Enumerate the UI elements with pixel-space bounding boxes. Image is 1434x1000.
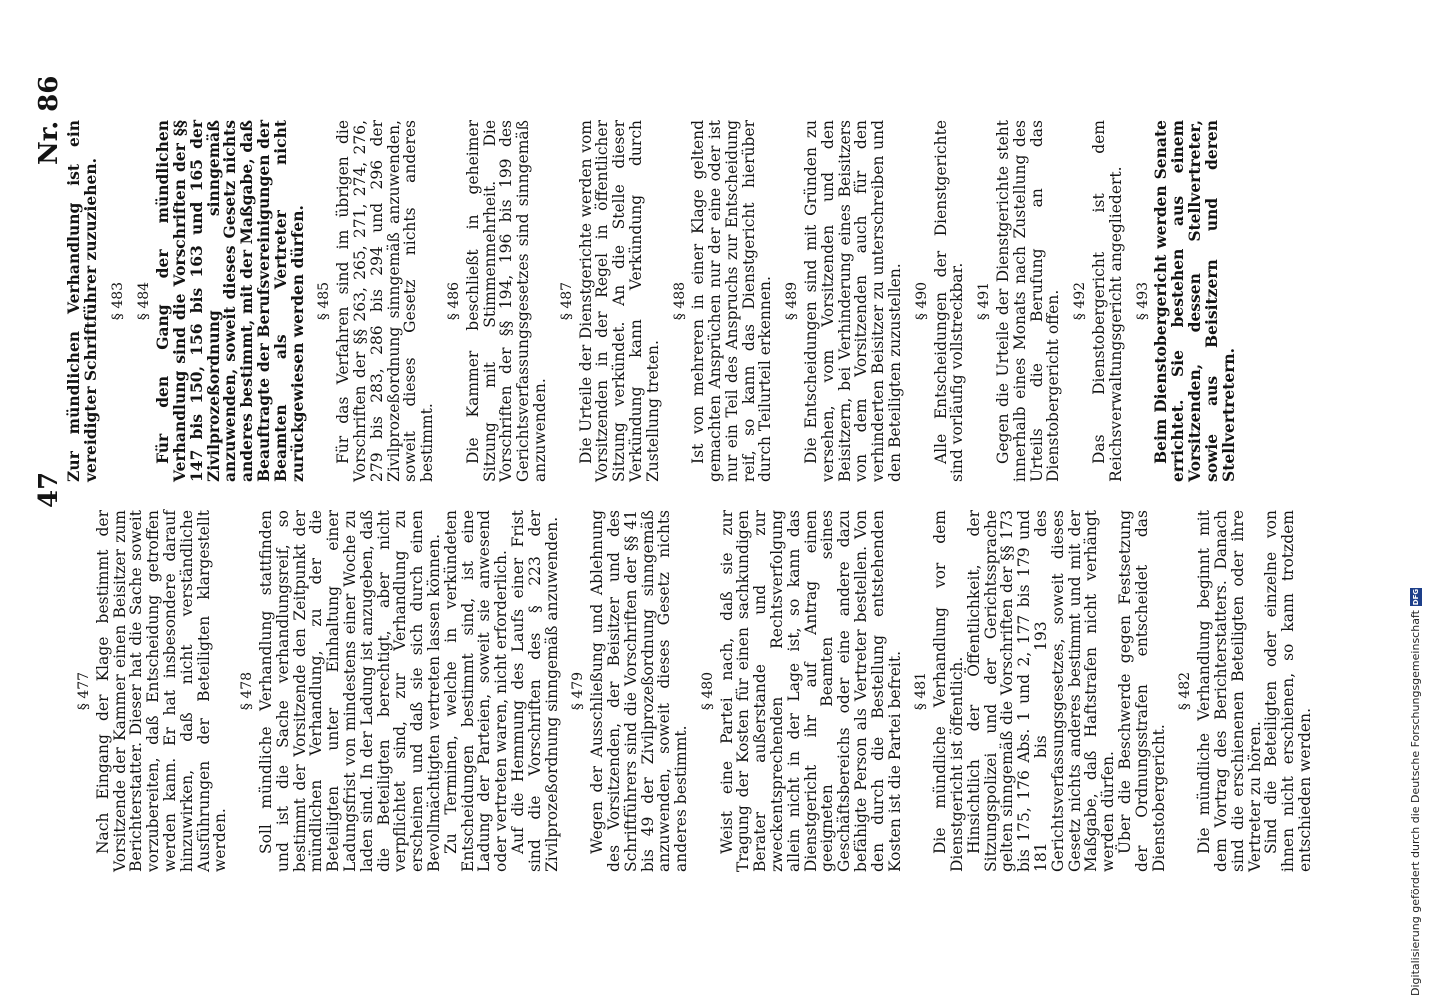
section-490 [914,120,966,482]
paragraph: Beim Dienstobergericht werden Senate errichtet. Sie bestehen aus einem Vorsitzenden, dessen Stellvertreter, sowie aus Beisitzern und deren Stellvertretern. [1151,120,1238,482]
section-heading: § 491 [976,281,993,321]
intro-paragraph: Zur mündlichen Verhandlung ist ein vereidigter Schriftführer zuzuziehen. [64,120,100,482]
paragraph: Die Entscheidungen sind mit Gründen zu versehen, vom Vorsitzenden und den Beisitzern, bei Verhinderung eines Beisitzers von dem Vorsitzenden auch für den verhinderten Beisitzer zu unterschreiben und den Beteiligten zuzustellen. [802,120,905,482]
section-heading: § 489 [784,281,801,321]
paragraph: Ist von mehreren in einer Klage geltend gemachten Ansprüchen nur der eine oder ist nur ein Teil des Anspruchs zur Entscheidung reif, so kann das Dienstgericht hierüber durch Teilurteil erkennen. [689,120,775,482]
section-492 [1072,120,1124,482]
paragraph: Soll mündliche Verhandlung stattfinden und ist die Sache verhandlungsreif, so bestimmt der Vorsitzende den Zeitpunkt der mündlichen Verhandlung, zu der die Beteiligten unter Einhaltung einer Ladungsfrist von mindestens einer Woche zu laden sind. In der Ladung ist anzugeben, daß die Beteiligten berechtigt, aber nicht verpflichtet sind, zur Verhandlung zu erscheinen und daß sie sich durch einen Bevollmächtigten vertreten lassen können. [256,510,443,872]
section-heading: § 493 [1134,281,1151,321]
section-482 [1177,510,1313,872]
section-heading: § 485 [316,281,333,321]
paragraph: Nach Eingang der Klage bestimmt der Vorsitzende der Kammer einen Beisitzer zum Berichterstatter. Dieser hat die Sache soweit vorzubereiten, daß Entscheidung getroffen werden kann. Er hat insbesondere darauf hinzuwirken, daß nicht verständliche Ausführungen der Beteiligten klargestellt werden. [93,510,230,872]
section-484 [136,120,306,482]
section-487 [559,120,662,482]
paragraph: Die mündliche Verhandlung vor dem Dienstgericht ist öffentlich. [931,510,967,872]
page-number: 47 [34,471,64,508]
section-heading: § 492 [1072,281,1089,321]
paragraph: Weist eine Partei nach, daß sie zur Tragung der Kosten für einen sachkundigen Berater außerstande und zur zweckentsprechenden Rechtsverfolgung allein nicht in der Lage ist, so kann das Dienstgericht ihr auf Antrag einen geeigneten Beamten seines Geschäftsbereichs oder eine andere dazu befähigte Person als Vertreter bestellen. Von den durch die Bestellung entstehenden Kosten ist die Partei befreit. [717,510,904,872]
section-heading: § 478 [239,671,256,711]
paragraph: Hinsichtlich der Öffentlichkeit, der Sitzungspolizei und der Gerichtssprache gelten sinngemäß die Vorschriften der §§ 173 bis 175, 176 Abs. 1 und 2, 177 bis 179 und 181 bis 193 des Gerichtsverfassungsgesetzes, soweit dieses Gesetz nichts anderes bestimmt und mit der Maßgabe, daß Haftstrafen nicht verhängt werden dürfen. [964,510,1118,872]
section-heading: § 484 [136,281,153,321]
dfg-logo: DFG [1411,588,1420,606]
paragraph: Das Dienstobergericht ist dem Reichsverwaltungsgericht angegliedert. [1090,120,1125,482]
paragraph: Über die Beschwerde gegen Festsetzung der Ordnungsstrafen entscheidet das Dienstobergericht. [1116,510,1168,872]
section-heading: § 486 [445,281,462,321]
section-489 [784,120,904,482]
section-heading: § 490 [913,281,930,321]
section-477 [76,510,229,872]
paragraph: Sind die Beteiligten oder einzelne von ihnen nicht erschienen, so kann trotzdem entschieden werden. [1262,510,1314,872]
section-481 [913,510,1167,872]
paragraph: Auf die Hemmung des Laufs einer Frist sind die Vorschriften des § 223 der Zivilprozeßordnung sinngemäß anzuwenden. [508,510,561,872]
section-heading: § 481 [913,671,930,711]
paragraph: Für das Verfahren sind im übrigen die Vorschriften der §§ 263, 265, 271, 274, 276, 279 bis 283, 286 bis 294 und 296 der Zivilprozeßordnung sinngemäß anzuwenden, soweit dieses Gesetz nichts anderes bestimmt. [334,120,437,482]
section-483 [110,120,127,482]
section-486 [446,120,549,482]
digitization-credit [1409,588,1422,996]
paragraph: Gegen die Urteile der Dienstgerichte steht innerhalb eines Monats nach Zustellung des Urteils die Berufung an das Dienstobergericht offen. [994,120,1063,482]
paragraph: Die Urteile der Dienstgerichte werden vom Vorsitzenden in der Regel in öffentlicher Sitzung verkündet. An die Stelle dieser Verkündung kann Verkündung durch Zustellung treten. [576,120,662,482]
section-491 [976,120,1062,482]
section-heading: § 482 [1177,671,1194,711]
paragraph: Die mündliche Verhandlung beginnt mit dem Vortrag des Berichterstatters. Danach sind die erschienenen Beteiligten oder ihre Vertreter zu hören. [1195,510,1264,872]
paragraph: Zu Terminen, welche in verkündeten Entscheidungen bestimmt sind, ist eine Ladung der Parteien, soweit sie anwesend oder vertreten waren, nicht erforderlich. [441,510,511,872]
section-heading: § 487 [558,281,575,321]
section-heading: § 480 [699,671,716,711]
section-478 [239,510,560,872]
digitization-credit-text: Digitalisierung gefördert durch die Deutsche Forschungsgemeinschaft [1409,610,1422,996]
section-heading: § 479 [570,671,587,711]
section-heading: § 477 [76,671,92,711]
paragraph: Alle Entscheidungen der Dienstgerichte sind vorläufig vollstreckbar. [931,120,967,482]
section-heading: § 488 [671,281,688,321]
left-column [66,510,1314,872]
issue-number: Nr. 86 [34,75,64,165]
paragraph: Wegen der Ausschließung und Ablehnung des Vorsitzenden, der Beisitzer und des Schriftführers sind die Vorschriften der §§ 41 bis 49 der Zivilprozeßordnung sinngemäß anzuwenden, soweit dieses Gesetz nichts anderes bestimmt. [588,510,691,872]
paragraph: Die Kammer beschließt in geheimer Sitzung mit Stimmenmehrheit. Die Vorschriften der §§ 194, 196 bis 199 des Gerichtsverfassungsgesetzes sind sinngemäß anzuwenden. [463,120,549,482]
section-479 [570,510,690,872]
section-488 [672,120,775,482]
section-493 [1135,120,1238,482]
section-485 [316,120,436,482]
section-heading: § 483 [109,281,126,321]
section-480 [700,510,904,872]
right-column [66,120,1237,482]
paragraph: Für den Gang der mündlichen Verhandlung sind die Vorschriften der §§ 147 bis 150, 156 bis 163 und 165 der Zivilprozeßordnung sinngemäß anzuwenden, soweit dieses Gesetz nichts anderes bestimmt, mit der Maßgabe, daß Beauftragte der Berufsvereinigungen der Beamten als Vertreter nicht zurückgewiesen werden dürfen. [153,120,307,482]
